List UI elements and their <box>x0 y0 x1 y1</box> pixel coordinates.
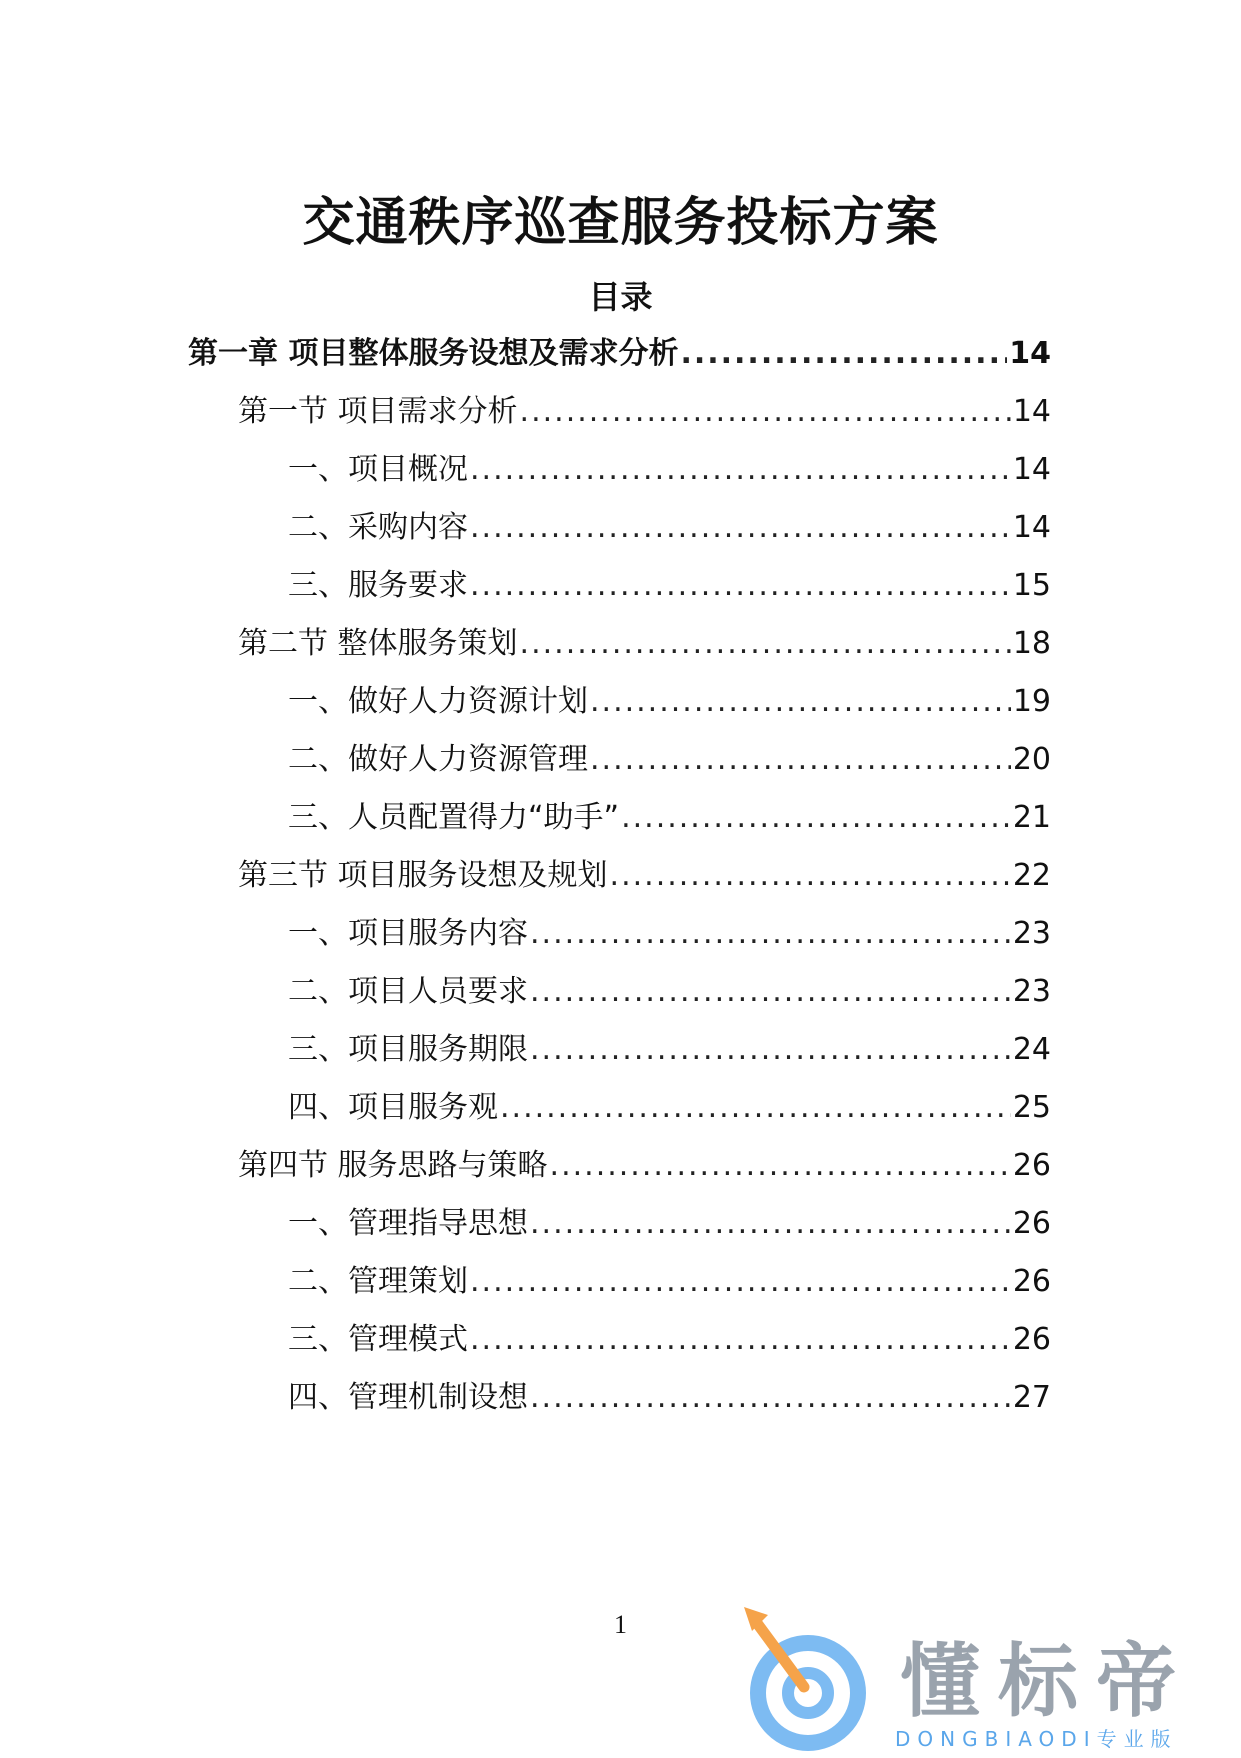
toc-leader-dots <box>530 914 1011 954</box>
toc-entry-page: 15 <box>1012 568 1051 603</box>
document-title: 交通秩序巡查服务投标方案 <box>302 193 939 253</box>
toc-entry-page: 22 <box>1012 858 1051 893</box>
toc-entry[interactable] <box>288 1374 1051 1418</box>
toc-entry-label: 四、管理机制设想 <box>288 1380 528 1415</box>
toc-entry-label: 一、项目服务内容 <box>288 916 528 951</box>
toc-leader-dots <box>530 1030 1011 1070</box>
toc-leader-dots <box>470 1262 1011 1302</box>
toc-entry[interactable] <box>288 504 1051 548</box>
toc-entry-label: 二、做好人力资源管理 <box>288 742 588 777</box>
toc-entry-label: 四、项目服务观 <box>288 1090 498 1125</box>
toc-leader-dots <box>470 450 1011 490</box>
toc-entry[interactable] <box>288 736 1051 780</box>
toc-entry[interactable] <box>288 968 1051 1012</box>
toc-entry[interactable] <box>288 794 1051 838</box>
toc-entry-page: 14 <box>1012 510 1051 545</box>
toc-entry-label: 三、项目服务期限 <box>288 1032 528 1067</box>
toc-entry[interactable] <box>188 330 1051 374</box>
toc-leader-dots <box>610 856 1011 896</box>
toc-entry[interactable] <box>238 852 1051 896</box>
toc-entry[interactable] <box>288 678 1051 722</box>
toc-leader-dots <box>470 508 1011 548</box>
toc-leader-dots <box>621 798 1011 838</box>
toc-entry-page: 26 <box>1012 1206 1051 1241</box>
toc-entry-page: 14 <box>1012 452 1051 487</box>
toc-entry-page: 19 <box>1012 684 1051 719</box>
toc-entry-page: 26 <box>1012 1148 1051 1183</box>
toc-entry-page: 25 <box>1012 1090 1051 1125</box>
toc-entry-label: 一、项目概况 <box>288 452 468 487</box>
toc-entry-page: 26 <box>1012 1264 1051 1299</box>
toc-leader-dots <box>530 1378 1011 1418</box>
toc-entry[interactable] <box>288 1084 1051 1128</box>
toc-entry[interactable] <box>288 1026 1051 1070</box>
toc-entry[interactable] <box>288 562 1051 606</box>
toc-entry-page: 27 <box>1012 1380 1051 1415</box>
toc-entry-label: 一、做好人力资源计划 <box>288 684 588 719</box>
toc-entry-page: 20 <box>1012 742 1051 777</box>
toc-leader-dots <box>530 972 1011 1012</box>
toc-leader-dots <box>590 682 1011 722</box>
toc-entry[interactable] <box>238 1142 1051 1186</box>
target-icon <box>740 1605 910 1754</box>
toc-entry-label: 第二节 整体服务策划 <box>238 626 518 661</box>
toc-leader-dots <box>530 1204 1011 1244</box>
toc-entry-page: 24 <box>1012 1032 1051 1067</box>
toc-entry[interactable] <box>288 446 1051 490</box>
toc-entry-label: 第一章 项目整体服务设想及需求分析 <box>188 336 679 371</box>
toc-leader-dots <box>520 392 1011 432</box>
toc-entry-label: 二、管理策划 <box>288 1264 468 1299</box>
toc-entry[interactable] <box>288 1258 1051 1302</box>
toc-leader-dots <box>520 624 1011 664</box>
toc-leader-dots <box>500 1088 1011 1128</box>
toc-leader-dots <box>680 334 1007 374</box>
toc-entry-label: 一、管理指导思想 <box>288 1206 528 1241</box>
toc-leader-dots <box>470 566 1011 606</box>
toc-entry[interactable] <box>288 1200 1051 1244</box>
toc-entry[interactable] <box>288 1316 1051 1360</box>
toc-entry-label: 二、采购内容 <box>288 510 468 545</box>
toc-entry-page: 23 <box>1012 916 1051 951</box>
toc-leader-dots <box>590 740 1011 780</box>
page-number: 1 <box>614 1610 627 1639</box>
toc-entry[interactable] <box>238 620 1051 664</box>
toc-entry-page: 18 <box>1012 626 1051 661</box>
toc-entry-page: 26 <box>1012 1322 1051 1357</box>
toc-entry[interactable] <box>238 388 1051 432</box>
toc-entry-page: 21 <box>1012 800 1051 835</box>
watermark-logo <box>740 1605 1240 1754</box>
toc-entry-page: 14 <box>1012 394 1051 429</box>
toc-entry-label: 二、项目人员要求 <box>288 974 528 1009</box>
toc-entry-label: 三、管理模式 <box>288 1322 468 1357</box>
toc-entry[interactable] <box>288 910 1051 954</box>
watermark-sub-text: DONGBIAODI专业版 <box>895 1727 1178 1751</box>
toc-entry-page: 14 <box>1009 336 1051 371</box>
toc-leader-dots <box>550 1146 1011 1186</box>
toc-entry-page: 23 <box>1012 974 1051 1009</box>
watermark-brand-text: 懂标帝 <box>900 1635 1194 1728</box>
toc-entry-label: 第四节 服务思路与策略 <box>238 1148 548 1183</box>
toc-leader-dots <box>470 1320 1011 1360</box>
toc-entry-label: 三、服务要求 <box>288 568 468 603</box>
toc-entry-label: 第一节 项目需求分析 <box>238 394 518 429</box>
toc-entry-label: 三、人员配置得力“助手” <box>288 800 620 835</box>
toc-entry-label: 第三节 项目服务设想及规划 <box>238 858 608 893</box>
toc-heading: 目录 <box>588 278 653 316</box>
